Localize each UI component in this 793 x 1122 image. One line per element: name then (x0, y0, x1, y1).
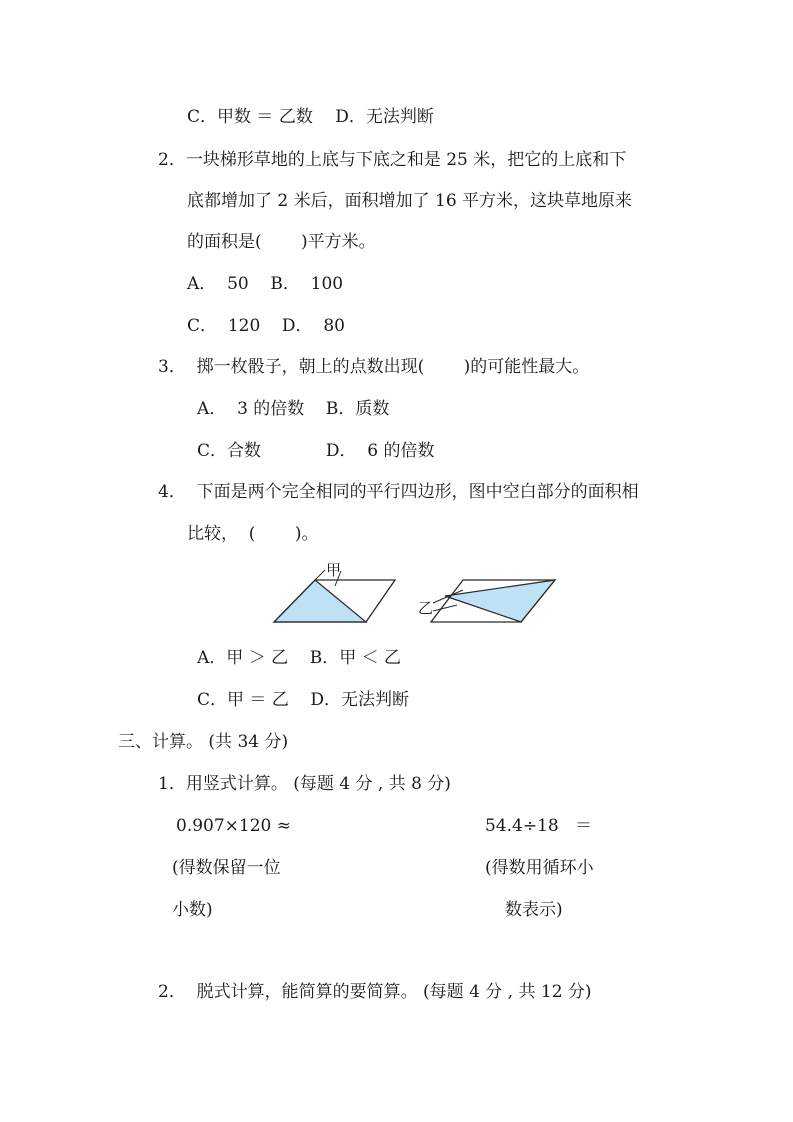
calc-right-expression: 54.4÷18 ＝ (485, 816, 592, 836)
label-yi: 乙 (418, 599, 434, 617)
q4-options-cd: C．甲 ＝ 乙 D．无法判断 (197, 690, 410, 710)
parallelogram-jia-shaded-triangle (274, 580, 366, 622)
yi-pointer-line-2 (433, 605, 457, 611)
calc-right-note-line1: (得数用循环小 (485, 858, 594, 878)
q4-stem-line2: 比较， ( )。 (187, 524, 319, 544)
section3-heading: 三、计算。 (共 34 分) (118, 732, 289, 752)
q4-stem-line1: 4． 下面是两个完全相同的平行四边形，图中空白部分的面积相 (158, 482, 639, 502)
q3-stem: 3． 掷一枚骰子，朝上的点数出现( )的可能性最大。 (158, 357, 590, 377)
q1-options-cd: C．甲数 ＝ 乙数 D．无法判断 (187, 107, 434, 127)
section3-sub1: 1．用竖式计算。 (每题 4 分 , 共 8 分) (158, 774, 451, 794)
q2-options-ab: A． 50 B． 100 (187, 274, 344, 294)
label-jia: 甲 (326, 561, 342, 579)
calc-right-note-line2: 数表示) (505, 900, 563, 920)
q2-options-cd: C． 120 D． 80 (187, 316, 345, 336)
q2-stem-line1: 2．一块梯形草地的上底与下底之和是 25 米，把它的上底和下 (158, 150, 627, 170)
parallelogram-figure (265, 558, 565, 628)
q3-options-ab: A． 3 的倍数 B．质数 (197, 399, 390, 419)
q2-stem-line3: 的面积是( )平方米。 (187, 232, 376, 252)
calc-left-note-line2: 小数) (172, 900, 213, 920)
q2-stem-line2: 底都增加了 2 米后，面积增加了 16 平方米，这块草地原来 (187, 191, 633, 211)
q4-options-ab: A．甲 ＞ 乙 B．甲 ＜ 乙 (197, 648, 401, 668)
q3-options-cd: C．合数 D． 6 的倍数 (197, 441, 435, 461)
calc-left-note-line1: (得数保留一位 (172, 858, 281, 878)
calc-left-expression: 0.907×120 ≈ (176, 816, 292, 836)
jia-pointer-line (315, 570, 325, 580)
section3-sub2: 2． 脱式计算，能简算的要简算。 (每题 4 分 , 共 12 分) (158, 982, 592, 1002)
